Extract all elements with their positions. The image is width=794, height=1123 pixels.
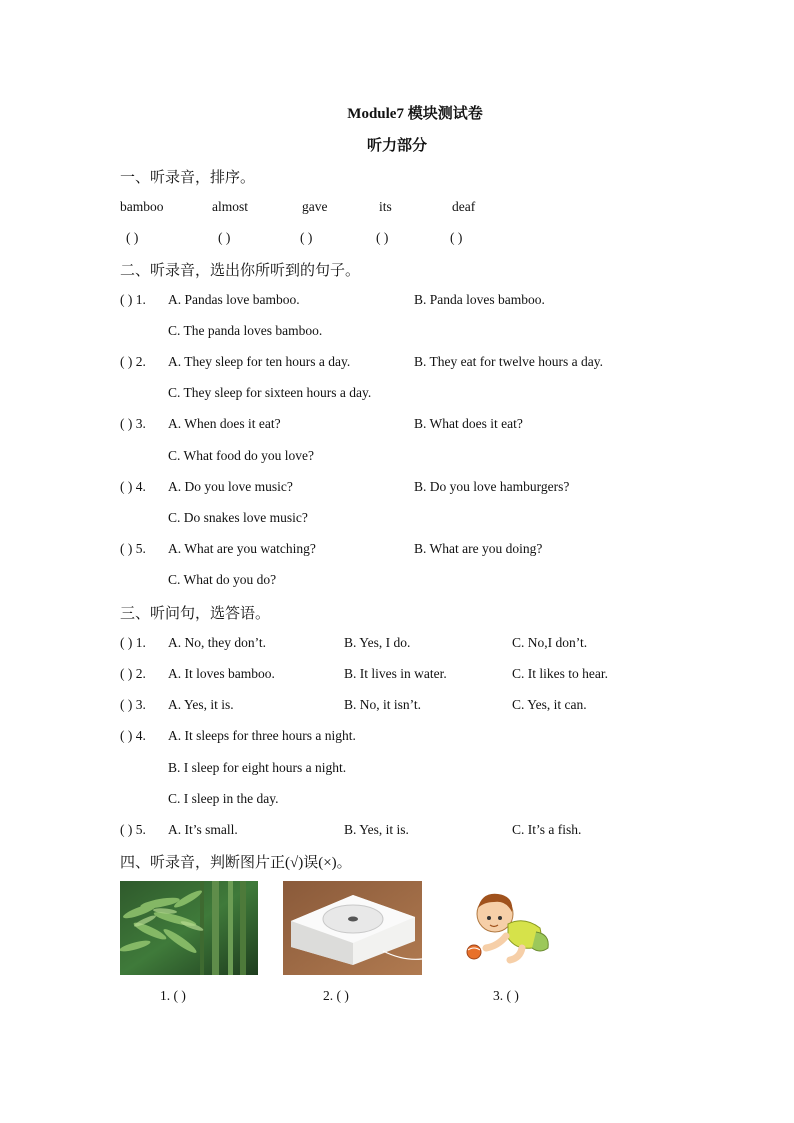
option-c: C. What food do you love? [168, 448, 314, 463]
option-b: B. I sleep for eight hours a night. [168, 760, 347, 775]
option-c: C. Do snakes love music? [168, 510, 308, 525]
option-c: C. It likes to hear. [512, 666, 608, 681]
option-c: C. Yes, it can. [512, 697, 587, 712]
option-b: B. Panda loves bamboo. [414, 292, 545, 307]
option-b: B. What does it eat? [414, 416, 523, 431]
question-number: ( ) 5. [120, 822, 146, 837]
option-c: C. They sleep for sixteen hours a day. [168, 385, 372, 400]
word: its [379, 199, 392, 214]
question-number: ( ) 3. [120, 697, 146, 712]
cd-player-photo [283, 881, 422, 975]
crawling-baby-cartoon [462, 888, 556, 968]
question-number: ( ) 3. [120, 416, 146, 431]
word: gave [302, 199, 328, 214]
question-number: ( ) 4. [120, 479, 146, 494]
option-a: A. No, they don’t. [168, 635, 266, 650]
part1-heading: 一、听录音，排序。 [120, 170, 256, 186]
question-number: ( ) 4. [120, 728, 146, 743]
option-a: A. What are you watching? [168, 541, 316, 556]
page-subtitle: 听力部分 [366, 138, 427, 154]
option-a: A. It sleeps for three hours a night. [168, 728, 356, 743]
option-a: A. They sleep for ten hours a day. [168, 354, 351, 369]
answer-bracket: ( ) [300, 230, 313, 245]
option-b: B. What are you doing? [414, 541, 543, 556]
word: almost [212, 199, 248, 214]
option-a: A. It’s small. [168, 822, 238, 837]
option-c: C. What do you do? [168, 572, 277, 587]
part4-heading: 四、听录音，判断图片正(√)误(×)。 [120, 855, 352, 871]
option-a: A. It loves bamboo. [168, 666, 275, 681]
option-a: A. Pandas love bamboo. [168, 292, 300, 307]
picture-answer-label: 1. ( ) [160, 988, 186, 1003]
option-c: C. It’s a fish. [512, 822, 582, 837]
option-b: B. Do you love hamburgers? [414, 479, 570, 494]
question-number: ( ) 1. [120, 292, 146, 307]
option-b: B. No, it isn’t. [344, 697, 422, 712]
question-number: ( ) 1. [120, 635, 146, 650]
answer-bracket: ( ) [376, 230, 389, 245]
part2-heading: 二、听录音，选出你所听到的句子。 [120, 263, 361, 279]
option-a: A. Yes, it is. [168, 697, 234, 712]
option-a: A. Do you love music? [168, 479, 293, 494]
option-b: B. They eat for twelve hours a day. [414, 354, 603, 369]
question-number: ( ) 2. [120, 354, 146, 369]
page-title: Module7 模块测试卷 [347, 106, 483, 122]
picture-answer-label: 2. ( ) [323, 988, 349, 1003]
option-c: C. I sleep in the day. [168, 791, 279, 806]
option-c: C. No,I don’t. [512, 635, 588, 650]
word: deaf [452, 199, 476, 214]
option-a: A. When does it eat? [168, 416, 281, 431]
option-b: B. Yes, I do. [344, 635, 411, 650]
question-number: ( ) 5. [120, 541, 146, 556]
picture-answer-label: 3. ( ) [493, 988, 519, 1003]
bamboo-photo [120, 881, 258, 975]
question-number: ( ) 2. [120, 666, 146, 681]
answer-bracket: ( ) [450, 230, 463, 245]
answer-bracket: ( ) [218, 230, 231, 245]
word: bamboo [120, 199, 164, 214]
option-b: B. It lives in water. [344, 666, 447, 681]
part3-heading: 三、听问句，选答语。 [120, 606, 271, 622]
option-c: C. The panda loves bamboo. [168, 323, 323, 338]
option-b: B. Yes, it is. [344, 822, 409, 837]
answer-bracket: ( ) [126, 230, 139, 245]
